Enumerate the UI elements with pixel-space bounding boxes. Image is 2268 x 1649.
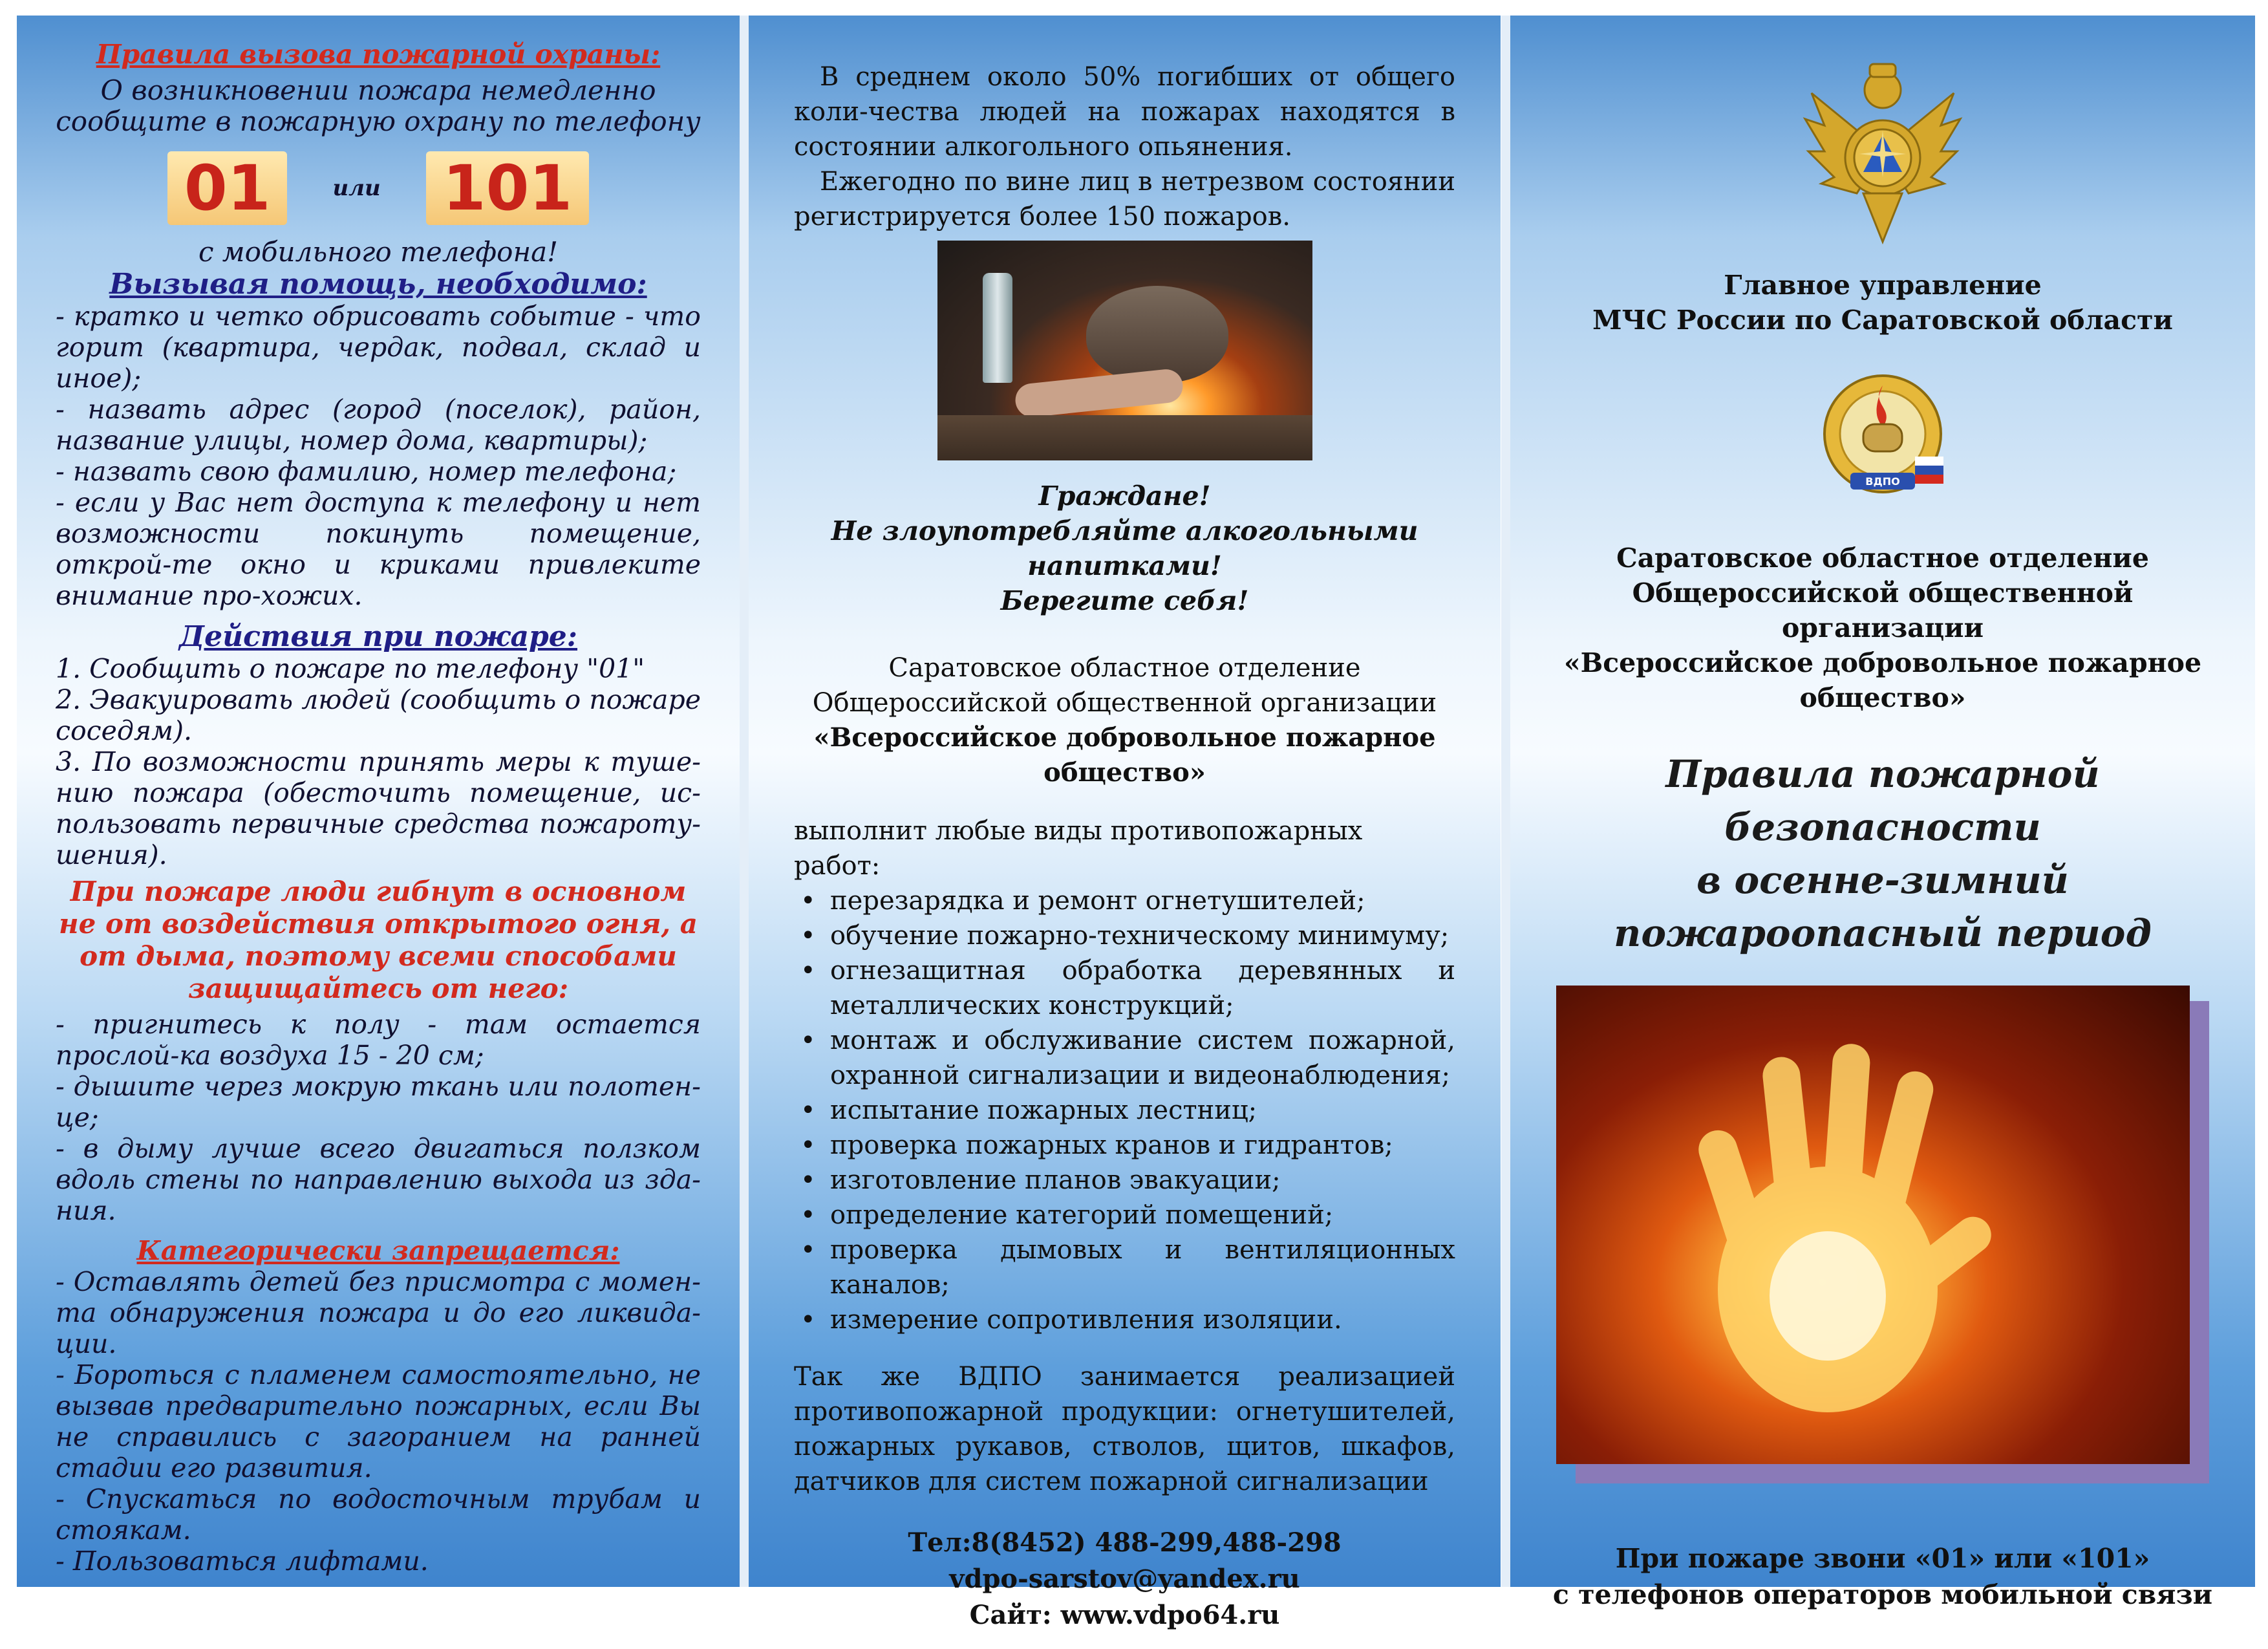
service-item: • перезарядка и ремонт огнетушителей; xyxy=(800,883,1455,918)
alcohol-stat-paragraph: В среднем около 50% погибших от общего коли-чества людей на пожарах находятся в состоянии алкогольного опьянения. xyxy=(794,62,1455,162)
service-item: • проверка пожарных кранов и гидрантов; xyxy=(800,1128,1455,1163)
service-item: • огнезащитная обработка деревянных и металлических конструкций; xyxy=(800,953,1455,1023)
organization-block xyxy=(794,651,1455,790)
smoke-item: - в дыму лучше всего двигаться ползком вдоль стены по направлению выхода из зда-ния. xyxy=(56,1133,701,1226)
appeal-citizens: Граждане! xyxy=(1038,480,1211,512)
org-name: «Всероссийское добровольное пожарное общество» xyxy=(813,722,1436,788)
call-line: с телефонов операторов мобильной связи xyxy=(1552,1579,2213,1610)
fold-line xyxy=(740,16,749,1587)
drunk-man-fire-photo xyxy=(937,241,1312,460)
appeal-alcohol: Не злоупотребляйте алкогольными напитками! xyxy=(831,515,1418,581)
email-text: vdpo-sarstov@yandex.ru xyxy=(949,1564,1300,1594)
emergency-numbers xyxy=(56,151,701,225)
arm-shape xyxy=(1013,368,1184,419)
smoke-item: - пригнитесь к полу - там остается прослой-ка воздуха 15 - 20 см; xyxy=(56,1009,701,1071)
number-101: 101 xyxy=(426,151,589,225)
number-01: 01 xyxy=(167,151,288,225)
service-item: • определение категорий помещений; xyxy=(800,1198,1455,1233)
smoke-item: - дышите через мокрую ткань или полотен-це; xyxy=(56,1071,701,1133)
products-paragraph: Так же ВДПО занимается реализацией противопожарной продукции: огнетушителей, пожарных рукавов, стволов, щитов, шкафов, датчиков для систем пожарной сигнализации xyxy=(794,1362,1455,1496)
title-line: в осенне-зимний xyxy=(1696,858,2069,902)
burning-hand-image xyxy=(1556,986,2209,1483)
service-item: • проверка дымовых и вентиляционных каналов; xyxy=(800,1233,1455,1302)
or-text: или xyxy=(332,175,381,201)
call-reminder xyxy=(1549,1540,2216,1613)
phone-text: Тел:8(8452) 488-299,488-298 xyxy=(908,1527,1342,1558)
call-rules-heading: Правила вызова пожарной охраны: xyxy=(96,39,661,70)
services-list xyxy=(794,883,1455,1337)
title-line: Правила пожарной безопасности xyxy=(1665,752,2100,849)
middle-panel xyxy=(749,16,1501,1630)
appeal-care: Берегите себя! xyxy=(1000,585,1249,616)
help-item: - если у Вас нет доступа к телефону и нет возможности покинуть помещение, открой-те окно и криками привлеките внимание про-хожих. xyxy=(56,487,701,611)
contacts-block xyxy=(794,1525,1455,1633)
head-shape xyxy=(1086,286,1228,383)
org-name: «Всероссийское добровольное пожарное общество» xyxy=(1563,647,2202,713)
action-item: 1. Сообщить о пожаре по телефону "01" xyxy=(56,653,645,684)
service-item: • обучение пожарно-техническому минимуму; xyxy=(800,918,1455,953)
brochure-title xyxy=(1549,748,2216,960)
bottle-shape xyxy=(983,273,1012,383)
org-line: Саратовское областное отделение xyxy=(888,653,1361,683)
right-panel xyxy=(1510,16,2255,1610)
call-line: При пожаре звони «01» или «101» xyxy=(1615,1543,2150,1574)
action-item: 2. Эвакуировать людей (сообщить о пожаре соседям). xyxy=(56,684,701,746)
service-item: • измерение сопротивления изоляции. xyxy=(800,1302,1455,1337)
title-line: пожароопасный период xyxy=(1614,911,2152,955)
action-item: 3. По возможности принять меры к туше-нию пожара (обесточить помещение, ис-пользовать первичные средства пожароту-шения). xyxy=(56,746,701,870)
org-line: Саратовское областное отделение xyxy=(1616,543,2149,574)
services-intro: выполнит любые виды противопожарных работ: xyxy=(794,816,1363,881)
vdpo-badge-icon xyxy=(1812,360,1954,508)
forbidden-item: - Оставлять детей без присмотра с момен-та обнаружения пожара и до его ликвида-ции. xyxy=(56,1266,701,1359)
forbidden-item: - Бороться с пламенем самостоятельно, не вызвав предварительно пожарных, если Вы не справились с загоранием на ранней стадии его развития. xyxy=(56,1359,701,1483)
forbidden-heading: Категорически запрещается: xyxy=(136,1235,620,1266)
mchs-line: МЧС России по Саратовской области xyxy=(1592,305,2173,336)
smoke-warning: При пожаре люди гибнут в основном не от воздействия открытого огня, а от дыма, поэтому всеми способами защищайтесь от него: xyxy=(59,876,698,1004)
fold-line xyxy=(1501,16,1510,1587)
fire-picture xyxy=(1556,986,2190,1464)
org-line: Общероссийской общественной организации xyxy=(812,688,1437,718)
actions-heading: Действия при пожаре: xyxy=(178,620,578,653)
help-item: - назвать адрес (город (поселок), район, название улицы, номер дома, квартиры); xyxy=(56,394,701,456)
service-item: • изготовление планов эвакуации; xyxy=(800,1163,1455,1198)
mchs-line: Главное управление xyxy=(1724,270,2042,301)
help-item: - назвать свою фамилию, номер телефона; xyxy=(56,456,677,487)
left-panel xyxy=(17,16,740,1587)
table-shape xyxy=(937,415,1312,460)
site-text: Сайт: www.vdpo64.ru xyxy=(969,1600,1280,1630)
help-item: - кратко и четко обрисовать событие - что горит (квартира, чердак, подвал, склад и иное); xyxy=(56,301,701,394)
help-heading: Вызывая помощь, необходимо: xyxy=(109,268,647,301)
vdpo-org-block xyxy=(1549,541,2216,715)
badge-text: ВДПО xyxy=(1865,475,1900,488)
org-line: Общероссийской общественной организации xyxy=(1632,577,2134,643)
fires-stat-paragraph: Ежегодно по вине лиц в нетрезвом состоянии регистрируется более 150 пожаров. xyxy=(794,167,1455,232)
service-item: • испытание пожарных лестниц; xyxy=(800,1093,1455,1128)
service-item: • монтаж и обслуживание систем пожарной, охранной сигнализации и видеонаблюдения; xyxy=(800,1023,1455,1093)
mchs-emblem-icon xyxy=(1786,54,1980,248)
mobile-text: с мобильного телефона! xyxy=(198,236,559,268)
forbidden-item: - Пользоваться лифтами. xyxy=(56,1546,429,1577)
mchs-title-block xyxy=(1549,268,2216,338)
call-intro-text: О возникновении пожара немедленно сообщите в пожарную охрану по телефону xyxy=(56,74,701,137)
forbidden-item: - Спускаться по водосточным трубам и стоякам. xyxy=(56,1483,701,1546)
